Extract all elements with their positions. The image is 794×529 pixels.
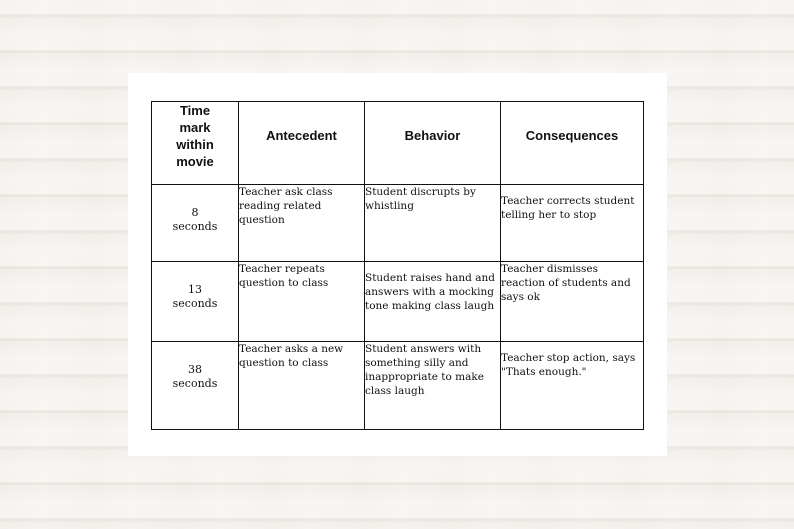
table-row (152, 185, 644, 262)
header-time-mark (152, 102, 239, 185)
consequences-cell: Teacher corrects student telling her to stop (501, 185, 644, 262)
table-row (152, 342, 644, 430)
consequences-cell: Teacher stop action, says "Thats enough." (501, 342, 644, 430)
time-unit: seconds (172, 377, 218, 391)
header-time-line: within (176, 137, 214, 152)
header-time-line: movie (176, 154, 214, 169)
document-page (128, 73, 667, 456)
time-cell (152, 185, 239, 262)
time-cell (152, 262, 239, 342)
behavior-cell: Student discrupts by whistling (365, 185, 501, 262)
table-row (152, 262, 644, 342)
behavior-cell: Student raises hand and answers with a mocking tone making class laugh (365, 262, 501, 342)
behavior-cell: Student answers with something silly and inappropriate to make class laugh (365, 342, 501, 430)
table-header-row (152, 102, 644, 185)
time-unit: seconds (172, 220, 218, 233)
header-behavior: Behavior (365, 102, 501, 185)
header-time-line: mark (179, 120, 211, 135)
header-consequences: Consequences (501, 102, 644, 185)
time-cell (152, 342, 239, 430)
consequences-cell: Teacher dismisses reaction of students and says ok (501, 262, 644, 342)
antecedent-cell: Teacher asks a new question to class (239, 342, 365, 430)
time-value: 13 (188, 283, 202, 297)
time-value: 8 (191, 206, 199, 219)
header-time-line: Time (179, 103, 211, 118)
time-unit: seconds (172, 297, 218, 311)
time-value: 38 (188, 363, 202, 377)
header-antecedent: Antecedent (239, 102, 365, 185)
antecedent-cell: Teacher ask class reading related question (239, 185, 365, 262)
antecedent-cell: Teacher repeats question to class (239, 262, 365, 342)
abc-data-table (151, 101, 644, 430)
